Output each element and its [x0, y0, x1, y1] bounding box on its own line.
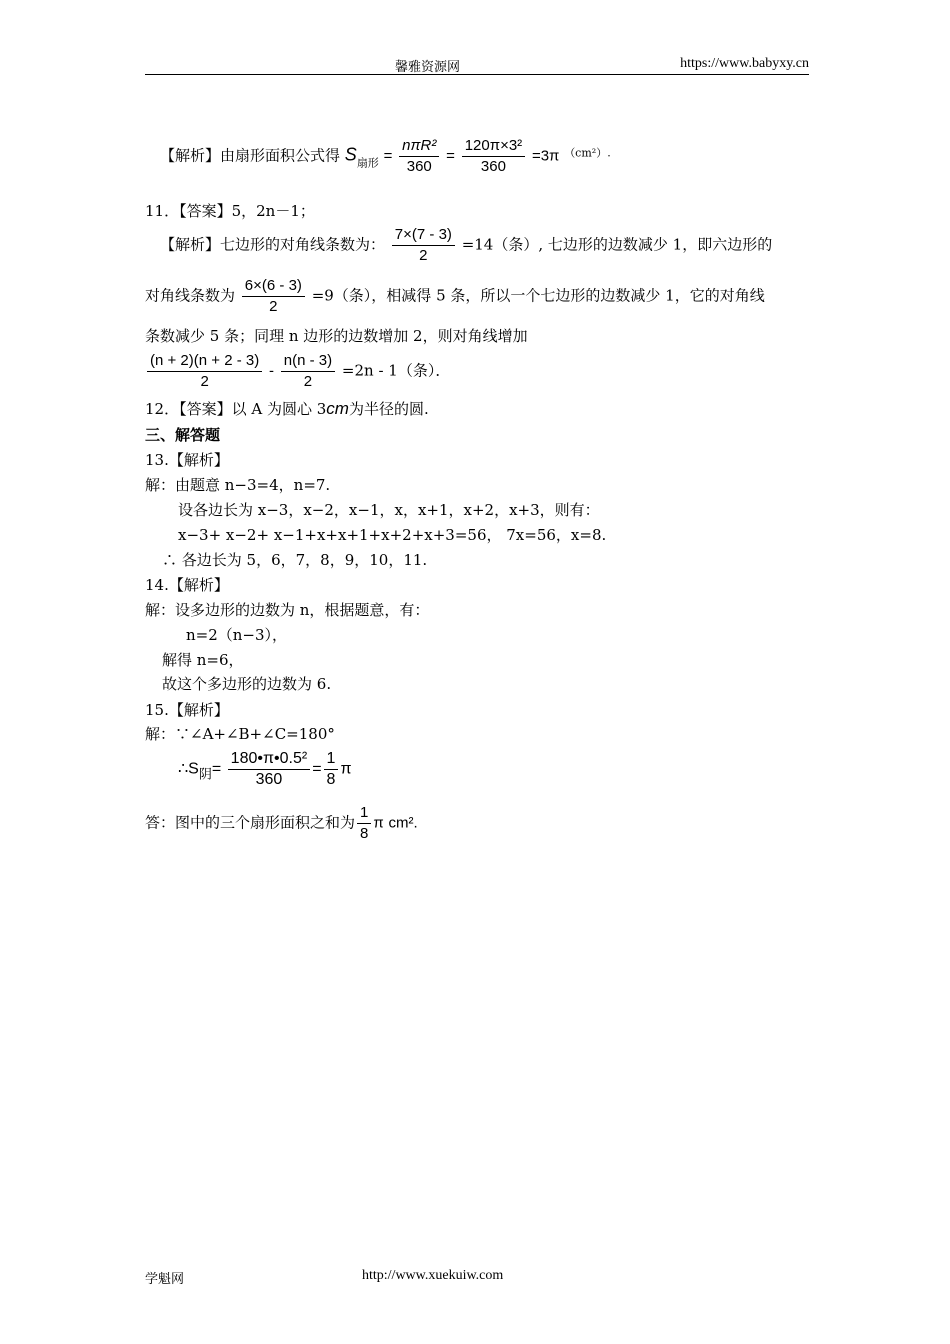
q10-frac2 [462, 136, 525, 177]
footer-site-name: 学魁网 [145, 1272, 185, 1287]
q10-eq1: = [383, 147, 393, 165]
q10-eq2: = [446, 147, 455, 165]
q11-l4-frac1-den: 2 [200, 373, 209, 390]
q15-frac1-num: 180•π•0.5² [228, 749, 311, 770]
q11-l1-frac-num: 7×(7 - 3) [392, 225, 455, 246]
q11-l4-frac2-den: 2 [303, 373, 313, 390]
q14-line2: n=2（n−3）， [186, 626, 288, 644]
q15-title: 15.【解析】 [145, 701, 229, 719]
q12-answer [145, 399, 429, 419]
q15-ans-pi: π [373, 814, 384, 832]
header-url: https://www.babyxy.cn [680, 56, 809, 71]
q11-l2-suffix: =9（条），相减得 5 条，所以一个七边形的边数减少 1，它的对角线 [311, 286, 765, 305]
q11-l1-frac-den: 2 [419, 247, 428, 264]
q11-l1-suffix: =14（条）, 七边形的边数减少 1，即六边形的 [461, 235, 773, 254]
q15-frac1-den: 360 [255, 771, 283, 788]
q10-unit: （cm²）. [564, 146, 611, 160]
q10-frac1-num: nπR² [399, 136, 439, 157]
q11-l4-suffix: =2n - 1（条）． [341, 361, 451, 380]
q15-therefore: ∴S [178, 760, 199, 778]
q15-sub: 阴 [198, 766, 212, 782]
q15-pi: π [340, 760, 352, 778]
q11-l2-frac-num: 6×(6 - 3) [242, 276, 305, 297]
q12-cm: cm [326, 399, 349, 418]
q11-l4-frac1-num: (n + 2)(n + 2 - 3) [147, 351, 262, 372]
q12-post: 为半径的圆. [348, 400, 429, 418]
q15-frac2-num: 1 [324, 749, 339, 770]
q11-l1-frac [392, 225, 455, 266]
q13-line4: ∴ 各边长为 5，6，7，8，9，10，11. [162, 551, 428, 569]
q14-title: 14.【解析】 [145, 576, 229, 594]
q13-line3: x−3+ x−2+ x−1+x+x+1+x+2+x+3=56， 7x=56，x=8. [178, 526, 607, 544]
q10-frac2-den: 360 [480, 158, 506, 175]
q15-ans-frac-num: 1 [357, 803, 371, 824]
q10-frac1 [399, 136, 439, 177]
q11-line1 [160, 225, 772, 266]
q11-line3: 条数减少 5 条；同理 n 边形的边数增加 2，则对角线增加 [145, 327, 528, 345]
q11-l4-minus: - [269, 362, 274, 380]
q11-l2-frac-den: 2 [269, 298, 278, 315]
q10-prefix: 【解析】由扇形面积公式得 [160, 146, 341, 165]
q12-pre: 12．【答案】以 A 为圆心 3 [145, 400, 327, 418]
q13-line1: 解：由题意 n−3=4，n=7. [145, 476, 331, 494]
q11-l4-frac1 [147, 351, 262, 392]
q11-line4 [145, 351, 450, 392]
q15-eq2: = [312, 760, 322, 778]
q15-ans-frac [357, 803, 371, 844]
q15-line1: 解：∵∠A+∠B+∠C=180° [145, 725, 335, 743]
q15-frac1 [228, 749, 311, 790]
q15-frac2 [324, 749, 339, 790]
q15-formula [178, 749, 351, 790]
q10-s: S [344, 144, 357, 165]
q10-eq3: =3π [531, 147, 560, 165]
page-header [145, 54, 809, 75]
q11-line2 [145, 276, 765, 317]
header-site-name: 馨雅资源网 [395, 60, 461, 75]
q14-line4: 故这个多边形的边数为 6. [162, 675, 332, 693]
q15-frac2-den: 8 [326, 771, 336, 788]
q10-frac2-num: 120π×3² [462, 136, 525, 157]
q13-line2: 设各边长为 x−3，x−2，x−1，x，x+1，x+2，x+3，则有： [178, 501, 600, 519]
q11-l1-prefix: 【解析】七边形的对角线条数为： [160, 235, 386, 254]
q11-l2-frac [242, 276, 305, 317]
q11-l2-prefix: 对角线条数为 [145, 286, 236, 305]
section-title: 三、解答题 [145, 426, 221, 444]
q13-title: 13.【解析】 [145, 451, 229, 469]
q11-l4-frac2 [281, 351, 335, 392]
q14-line3: 解得 n=6， [162, 651, 244, 669]
q15-ans-unit: cm². [388, 814, 418, 832]
q15-ans-frac-den: 8 [360, 825, 369, 842]
q15-answer [145, 803, 418, 844]
footer-url: http://www.xuekuiw.com [362, 1268, 504, 1283]
q15-ans-prefix: 答：图中的三个扇形面积之和为 [145, 813, 356, 832]
q10-frac1-den: 360 [406, 158, 432, 175]
q11-l4-frac2-num: n(n - 3) [281, 351, 335, 372]
q10-s-sub: 扇形 [356, 156, 379, 170]
q15-eq: = [211, 760, 222, 778]
q14-line1: 解：设多边形的边数为 n，根据题意，有： [145, 601, 430, 619]
q11-answer: 11．【答案】5，2n－1； [145, 202, 315, 220]
q10-analysis [160, 136, 611, 177]
